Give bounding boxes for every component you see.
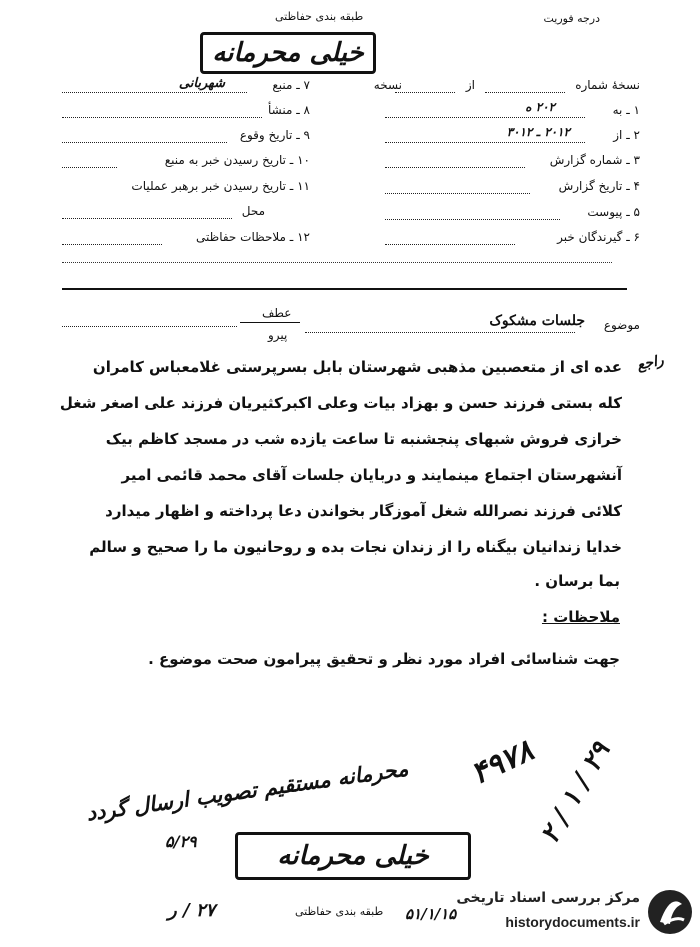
watermark-title: مرکز بررسی اسناد تاریخی	[456, 890, 640, 906]
body-line-5: کلائی فرزند نصرالله شغل آموزگار بخواندن دعا پرداخته و اظهار میدارد	[105, 502, 622, 520]
remarks-text: جهت شناسائی افراد مورد نظر و تحقیق پیرامون صحت موضوع .	[148, 650, 620, 668]
handwritten-number: ۴۹۷۸	[465, 733, 539, 792]
field-source-label: ۷ ـ منبع	[272, 78, 310, 92]
field-location-label: محل	[241, 204, 265, 218]
body-line-1: عده ای از متعصبین مذهبی شهرستان بابل بسرپرستی غلامعباس کامران	[92, 358, 622, 376]
header-divider	[62, 288, 627, 290]
margin-note: راجع	[635, 352, 666, 374]
body-line-3: خرازی فروش شبهای پنجشنبه تا ساعت یازده شب در مسجد کاظم بیک	[105, 430, 622, 448]
stamp-date: ۵۱/۱/۱۵	[405, 905, 457, 923]
field-ops-received-date-label: ۱۱ ـ تاریخ رسیدن خبر برهبر عملیات	[131, 179, 310, 193]
body-line-7: بما برسان .	[534, 572, 620, 590]
handwritten-small-number: ۵/۲۹	[165, 832, 197, 851]
field-recipients-label: ۶ ـ گیرندگان خبر	[557, 230, 640, 244]
field-source-value: شهربانی	[178, 76, 225, 91]
copy-number-from: از	[465, 78, 475, 92]
body-line-2: کله بستی فرزند حسن و بهزاد بیات وعلی اکبرکثیریان فرزند علی اصغر شغل	[59, 394, 622, 412]
handwritten-bottom-left: ۲۷ / ر	[168, 900, 216, 921]
subject-value: جلسات مشکوک	[489, 313, 585, 329]
field-to-label: ۱ ـ به	[612, 103, 640, 117]
atf-label: عطف	[262, 306, 292, 320]
field-report-date-label: ۴ ـ تاریخ گزارش	[558, 179, 640, 193]
copy-number-label: نسخهٔ شماره	[575, 78, 640, 92]
field-from-label: ۲ ـ از	[613, 128, 640, 142]
field-attachment-label: ۵ ـ پیوست	[587, 205, 640, 219]
field-report-number-label: ۳ ـ شماره گزارش	[549, 153, 640, 167]
subject-label: موضوع	[603, 318, 640, 332]
handwritten-date: ۲۹ / ۱ / ۲	[534, 737, 617, 849]
peyro-label: پیرو	[268, 328, 288, 342]
classification-stamp-bottom: خیلی محرمانه	[235, 832, 471, 880]
classification-stamp-top: خیلی محرمانه	[200, 32, 376, 74]
body-line-6: خدایا زندانیان بیگناه را از زندان نجات بده و روحانیون ما را صحیح و سالم	[89, 538, 622, 556]
watermark-logo-icon	[646, 888, 694, 936]
watermark-url: historydocuments.ir	[505, 914, 640, 930]
body-line-4: آنشهرستان اجتماع مینمایند و دربایان جلسات آقای محمد قائمی امیر	[121, 466, 622, 484]
field-origin-label: ۸ ـ منشأ	[267, 103, 310, 117]
classification-top-label: طبقه بندی حفاظتی	[275, 10, 364, 23]
handwritten-note: محرمانه مستقیم تصویب ارسال گردد	[84, 755, 410, 826]
copy-number-end: نسخه	[373, 78, 402, 92]
field-occurrence-date-label: ۹ ـ تاریخ وقوع	[239, 128, 310, 142]
priority-label: درجه فوریت	[543, 12, 600, 25]
field-security-notes-label: ۱۲ ـ ملاحظات حفاظتی	[196, 230, 310, 244]
remarks-label: ملاحظات :	[541, 608, 620, 626]
header-divider-dotted	[62, 262, 612, 263]
field-from-value: ۲۰۱۲ ـ ۳۰۱۲	[506, 125, 570, 139]
classification-bottom-label: طبقه بندی حفاظتی	[295, 905, 384, 918]
watermark	[440, 882, 698, 944]
field-to-value: ۲۰۲ ه	[525, 100, 555, 114]
field-source-received-date-label: ۱۰ ـ تاریخ رسیدن خبر به منبع	[164, 153, 310, 167]
